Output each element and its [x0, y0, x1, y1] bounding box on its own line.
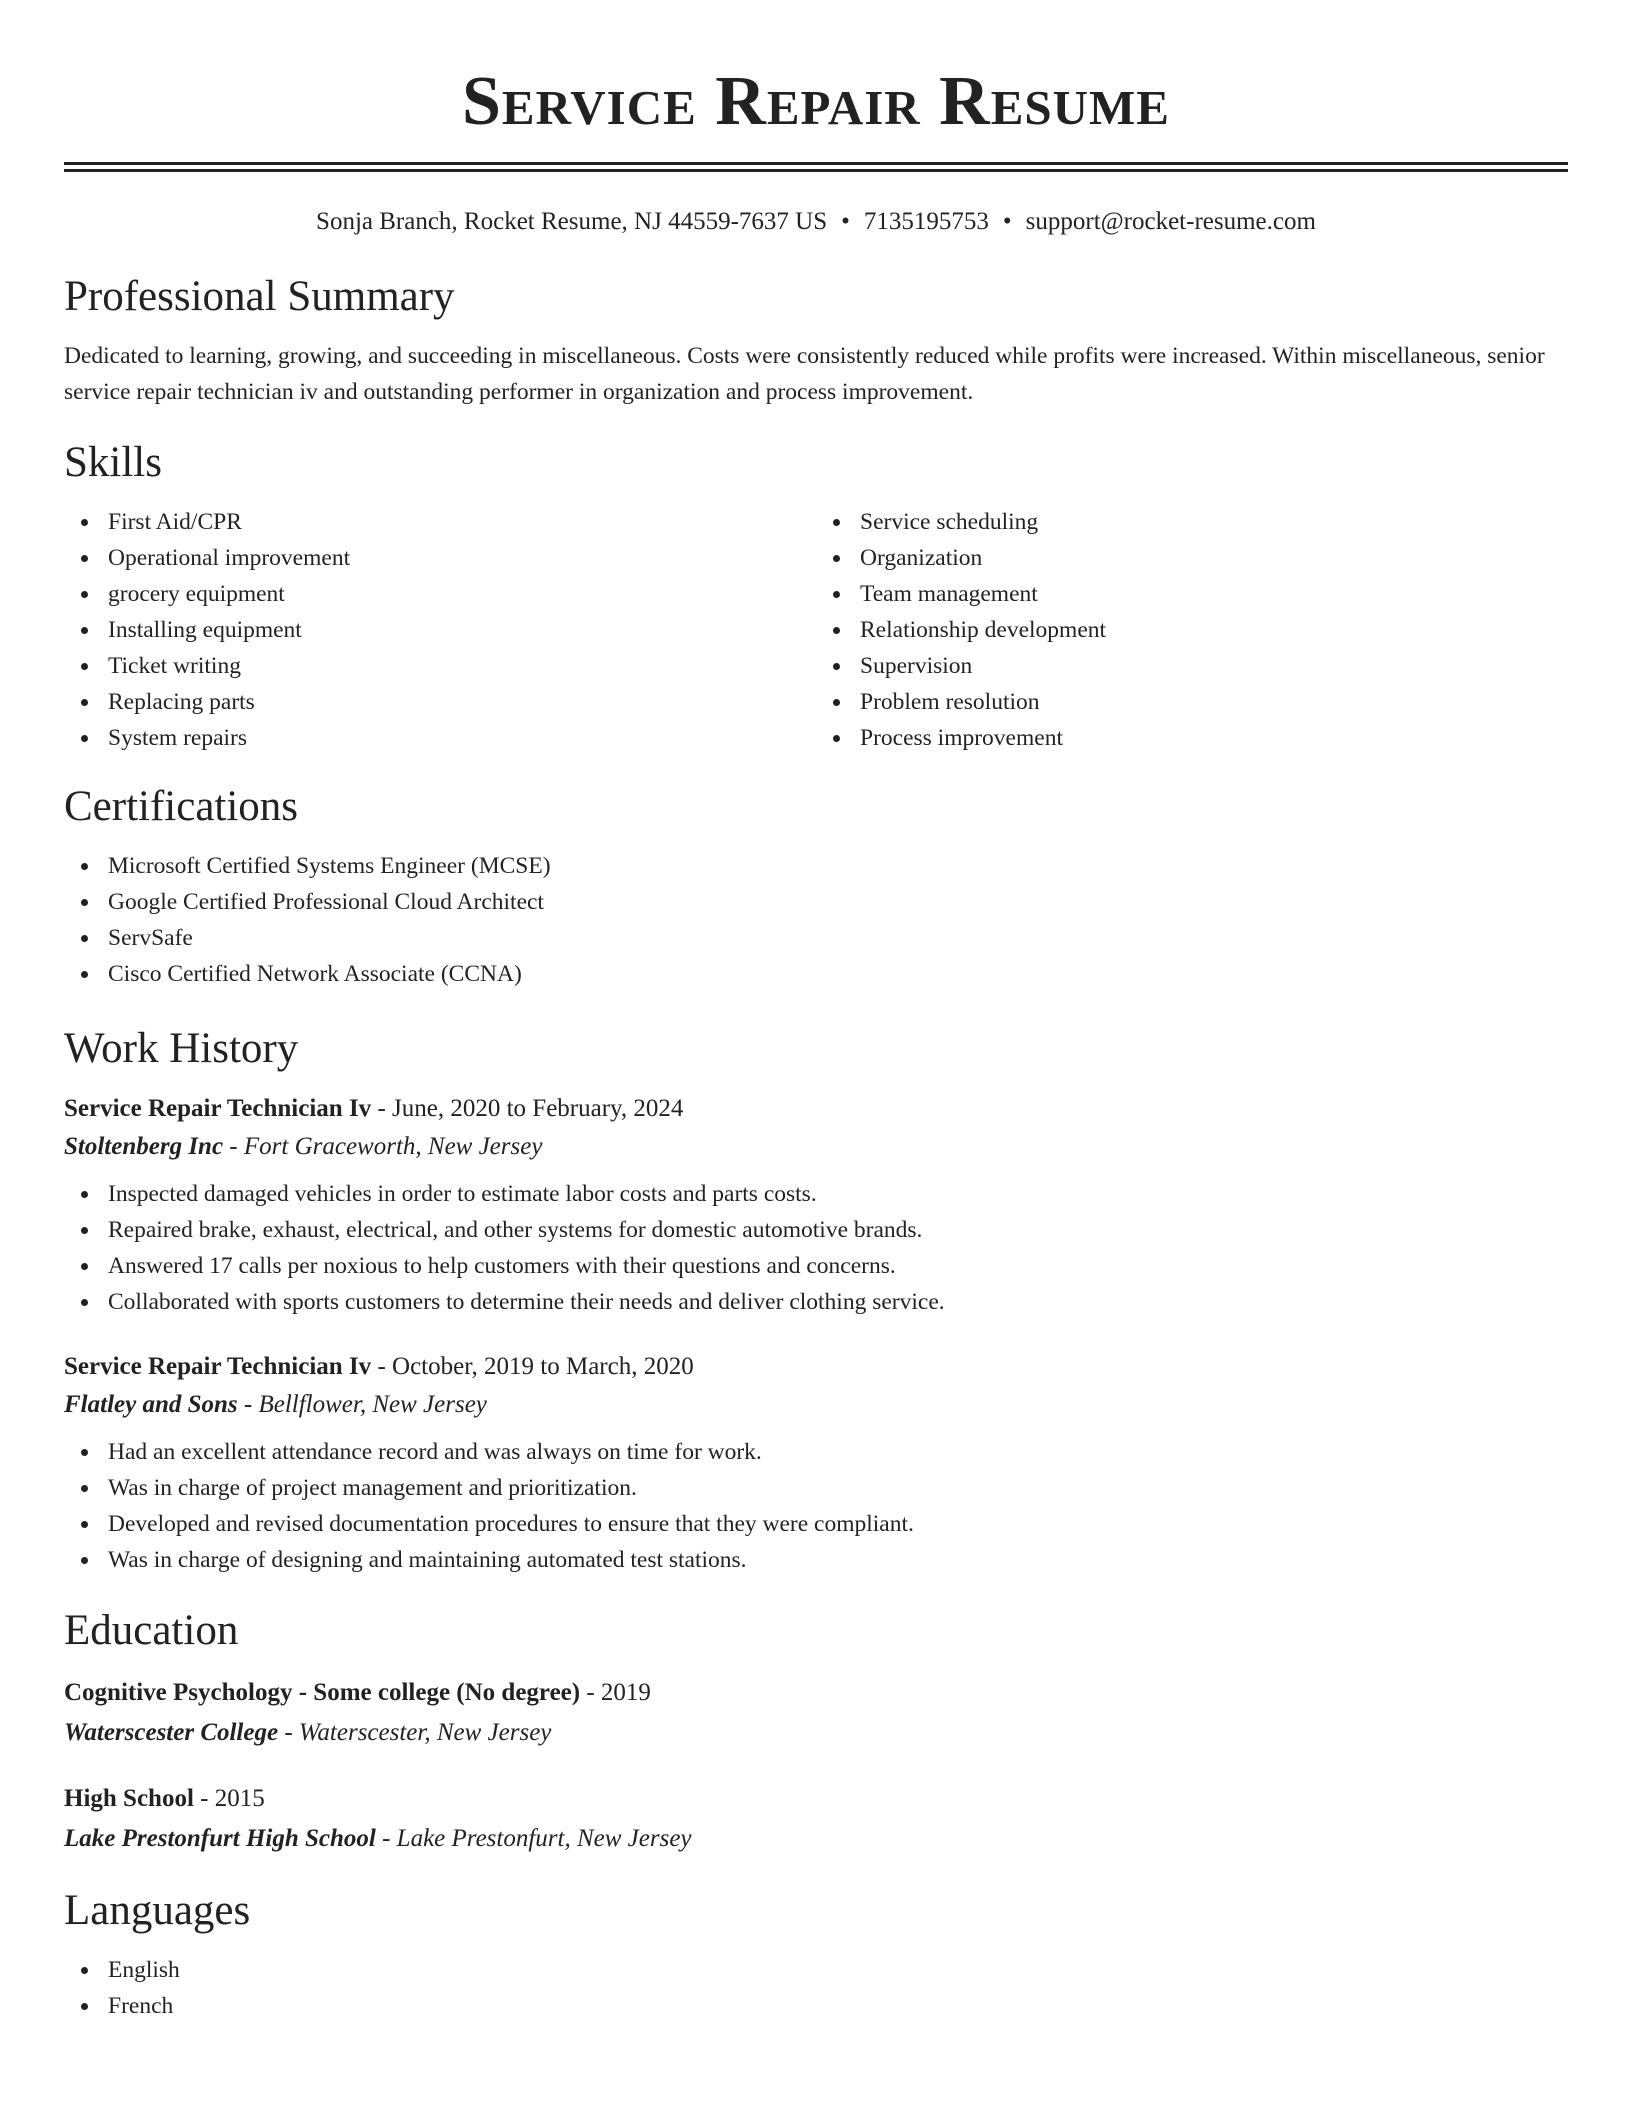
- job-duties-list: [64, 1176, 1568, 1320]
- education-degree-line: [64, 1674, 1568, 1712]
- job-title: Service Repair Technician Iv: [64, 1095, 372, 1122]
- skill-item: Organization: [816, 540, 1568, 576]
- job-location: - Fort Graceworth, New Jersey: [223, 1133, 543, 1160]
- job-company: Stoltenberg Inc: [64, 1133, 224, 1160]
- job-duty-item: Had an excellent attendance record and was always on time for work.: [64, 1434, 1568, 1470]
- job-company-line: [64, 1128, 1568, 1166]
- skills-columns: [64, 504, 1568, 756]
- education-school-line: [64, 1820, 1568, 1858]
- job-duty-item: Was in charge of designing and maintaining automated test stations.: [64, 1542, 1568, 1578]
- section-heading: Professional Summary: [64, 273, 455, 320]
- professional-summary-section: [64, 270, 1568, 410]
- language-item: French: [64, 1988, 1568, 2024]
- section-heading: Education: [64, 1607, 239, 1654]
- contact-separator: •: [1002, 208, 1012, 235]
- education-location: - Lake Prestonfurt, New Jersey: [375, 1825, 692, 1852]
- job-duties-list: [64, 1434, 1568, 1578]
- skill-item: Installing equipment: [64, 612, 816, 648]
- job-role-line: [64, 1090, 1568, 1128]
- education-degree: Cognitive Psychology - Some college (No degree): [64, 1679, 581, 1706]
- languages-section: [64, 1884, 1568, 2024]
- skill-item: Process improvement: [816, 720, 1568, 756]
- education-entry: [64, 1674, 1568, 1752]
- job-duty-item: Was in charge of project management and prioritization.: [64, 1470, 1568, 1506]
- skill-item: Replacing parts: [64, 684, 816, 720]
- contact-line: [64, 206, 1568, 238]
- skills-section: [64, 436, 1568, 756]
- certifications-section: [64, 780, 1568, 992]
- education-degree: High School: [64, 1785, 194, 1812]
- job-company: Flatley and Sons: [64, 1391, 238, 1418]
- language-item: English: [64, 1952, 1568, 1988]
- certification-item: Google Certified Professional Cloud Architect: [64, 884, 1568, 920]
- skill-item: Ticket writing: [64, 648, 816, 684]
- contact-phone: 7135195753: [863, 208, 989, 235]
- skill-item: grocery equipment: [64, 576, 816, 612]
- education-entry: [64, 1780, 1568, 1858]
- section-heading: Skills: [64, 439, 162, 486]
- skills-list-left: [64, 504, 816, 756]
- title-divider: [64, 162, 1568, 172]
- education-degree-line: [64, 1780, 1568, 1818]
- job-duty-item: Inspected damaged vehicles in order to estimate labor costs and parts costs.: [64, 1176, 1568, 1212]
- job-location: - Bellflower, New Jersey: [237, 1391, 487, 1418]
- job-duty-item: Answered 17 calls per noxious to help customers with their questions and concerns.: [64, 1248, 1568, 1284]
- skill-item: Team management: [816, 576, 1568, 612]
- skill-item: Problem resolution: [816, 684, 1568, 720]
- skill-item: Operational improvement: [64, 540, 816, 576]
- section-heading: Certifications: [64, 783, 299, 830]
- education-school: Waterscester College: [64, 1719, 279, 1746]
- contact-separator: •: [841, 208, 850, 235]
- education-section: [64, 1604, 1568, 1858]
- job-duty-item: Developed and revised documentation procedures to ensure that they were compliant.: [64, 1506, 1568, 1542]
- certification-item: ServSafe: [64, 920, 1568, 956]
- languages-list: [64, 1952, 1568, 2024]
- job-duty-item: Collaborated with sports customers to determine their needs and deliver clothing service.: [64, 1284, 1568, 1320]
- contact-address: Sonja Branch, Rocket Resume, NJ 44559-7637 US: [316, 208, 828, 235]
- education-year: - 2019: [580, 1679, 651, 1706]
- certifications-list: [64, 848, 1568, 992]
- education-location: - Waterscester, New Jersey: [278, 1719, 552, 1746]
- skill-item: Service scheduling: [816, 504, 1568, 540]
- job-entry: [64, 1348, 1568, 1578]
- section-heading: Languages: [64, 1887, 251, 1934]
- work-history-section: [64, 1022, 1568, 1578]
- job-duty-item: Repaired brake, exhaust, electrical, and other systems for domestic automotive brands.: [64, 1212, 1568, 1248]
- education-year: - 2015: [193, 1785, 265, 1812]
- job-entry: [64, 1090, 1568, 1320]
- education-school-line: [64, 1714, 1568, 1752]
- skill-item: First Aid/CPR: [64, 504, 816, 540]
- job-dates: - October, 2019 to March, 2020: [371, 1353, 694, 1380]
- job-title: Service Repair Technician Iv: [64, 1353, 372, 1380]
- certification-item: Microsoft Certified Systems Engineer (MCSE): [64, 848, 1568, 884]
- certification-item: Cisco Certified Network Associate (CCNA): [64, 956, 1568, 992]
- job-dates: - June, 2020 to February, 2024: [371, 1095, 684, 1122]
- skill-item: Supervision: [816, 648, 1568, 684]
- education-school: Lake Prestonfurt High School: [64, 1825, 376, 1852]
- skills-list-right: [816, 504, 1568, 756]
- contact-email: support@rocket-resume.com: [1025, 208, 1316, 235]
- resume-title: Service Repair Resume: [462, 63, 1170, 140]
- section-heading: Work History: [64, 1025, 299, 1072]
- job-company-line: [64, 1386, 1568, 1424]
- summary-text: Dedicated to learning, growing, and succeeding in miscellaneous. Costs were consistently reduced while profits were increased. Within miscellaneous, senior service repair technician iv and outstanding performer in organization and process improvement.: [64, 343, 1545, 405]
- skill-item: System repairs: [64, 720, 816, 756]
- skill-item: Relationship development: [816, 612, 1568, 648]
- job-role-line: [64, 1348, 1568, 1386]
